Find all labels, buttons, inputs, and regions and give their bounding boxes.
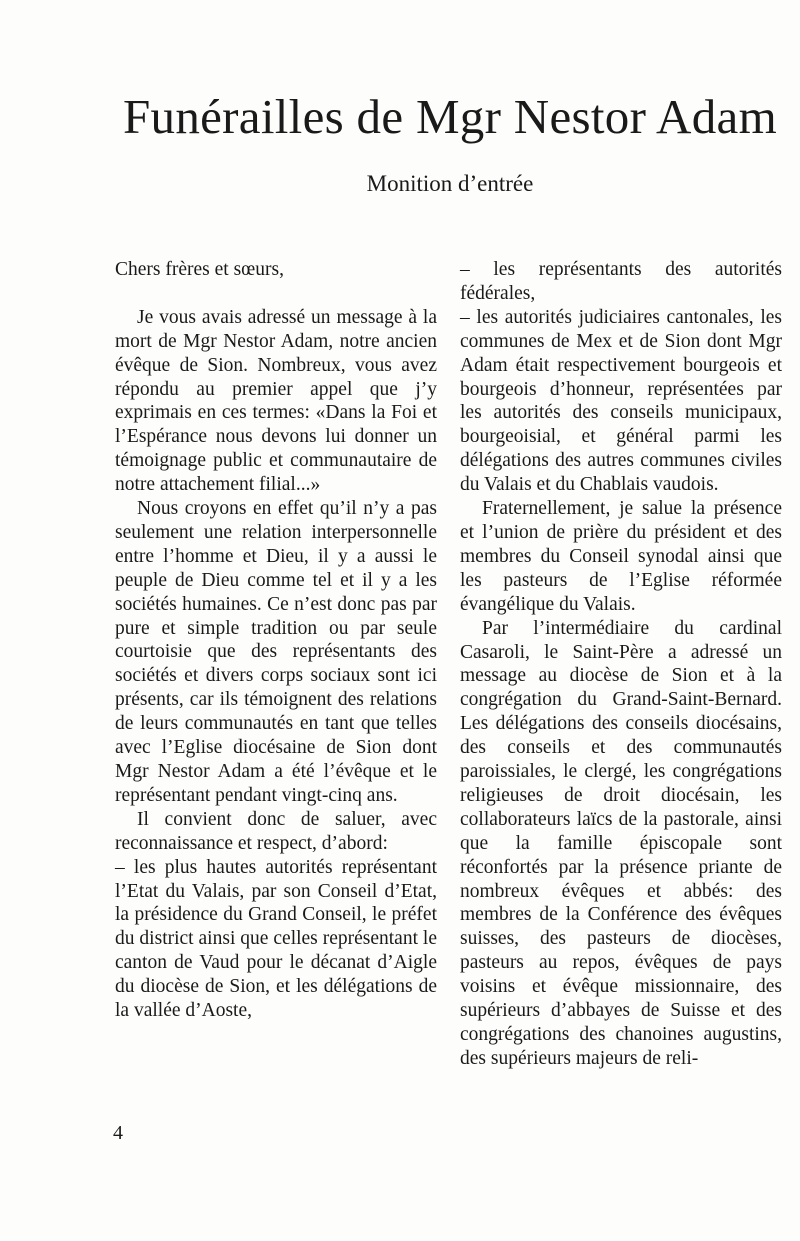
page-number: 4: [113, 1122, 123, 1144]
salutation: Chers frères et sœurs,: [115, 259, 284, 280]
paragraph: Nous croyons en effet qu’il n’y a pas seulement une relation interpersonnelle entre l’homme et Dieu, il y a aussi le peuple de Dieu comme tel et il y a les sociétés humaines. Ce n’est donc pas par pure et simple tradition ou par seule courtoisie que des représentants des sociétés et divers corps sociaux sont ici présents, car ils témoignent des relations de leurs communautés en tant que telles avec l’Eglise diocésaine de Sion dont Mgr Nestor Adam a été l’évêque et le représentant pendant vingt-cinq ans.: [115, 498, 437, 806]
paragraph: Par l’intermédiaire du cardinal Casaroli, le Saint-Père a adressé un message au diocèse de Sion et à la congrégation du Grand-Saint-Bernard. Les délégations des conseils diocésains, des conseils et des communautés paroissiales, le clergé, les congrégations religieuses de droit diocésain, les collaborateurs laïcs de la pastorale, ainsi que la famille épiscopale sont réconfortés par la présence priante de nombreux évêques et abbés: des membres de la Conférence des évêques suisses, des pasteurs de diocèses, pasteurs au repos, évêques de pays voisins et évêque missionnaire, des supérieurs d’abbayes de Suisse et des congrégations des chanoines augustins, des supérieurs majeurs de reli-: [460, 617, 782, 1069]
left-column: [115, 258, 437, 1023]
paragraph: Je vous avais adressé un message à la mort de Mgr Nestor Adam, notre ancien évêque de Sion. Nombreux, vous avez répondu au premier appel que j’y exprimais en ces termes: «Dans la Foi et l’Espérance nous devons lui donner un témoignage public et communautaire de notre attachement filial...»: [115, 306, 437, 496]
list-item: – les autorités judiciaires cantonales, les communes de Mex et de Sion dont Mgr Adam était respectivement bourgeois et bourgeois d’honneur, représentées par les autorités des conseils municipaux, bourgeoisial, et général parmi les délégations des autres communes civiles du Valais et du Chablais vaudois.: [460, 306, 782, 496]
right-column: [460, 258, 782, 1071]
paragraph: Il convient donc de saluer, avec reconnaissance et respect, d’abord:: [115, 808, 437, 854]
list-item: – les plus hautes autorités représentant l’Etat du Valais, par son Conseil d’Etat, la présidence du Grand Conseil, le préfet du district ainsi que celles représentant le canton de Vaud pour le décanat d’Aigle du diocèse de Sion, et les délégations de la vallée d’Aoste,: [115, 856, 437, 1022]
page-subtitle: Monition d’entrée: [366, 171, 534, 196]
paragraph: Fraternellement, je salue la présence et l’union de prière du président et des membres du Conseil synodal ainsi que les pasteurs de l’Eglise réformée évangélique du Valais.: [460, 498, 782, 615]
page-title: Funérailles de Mgr Nestor Adam: [122, 89, 778, 144]
list-item: – les représentants des autorités fédérales,: [460, 259, 782, 304]
